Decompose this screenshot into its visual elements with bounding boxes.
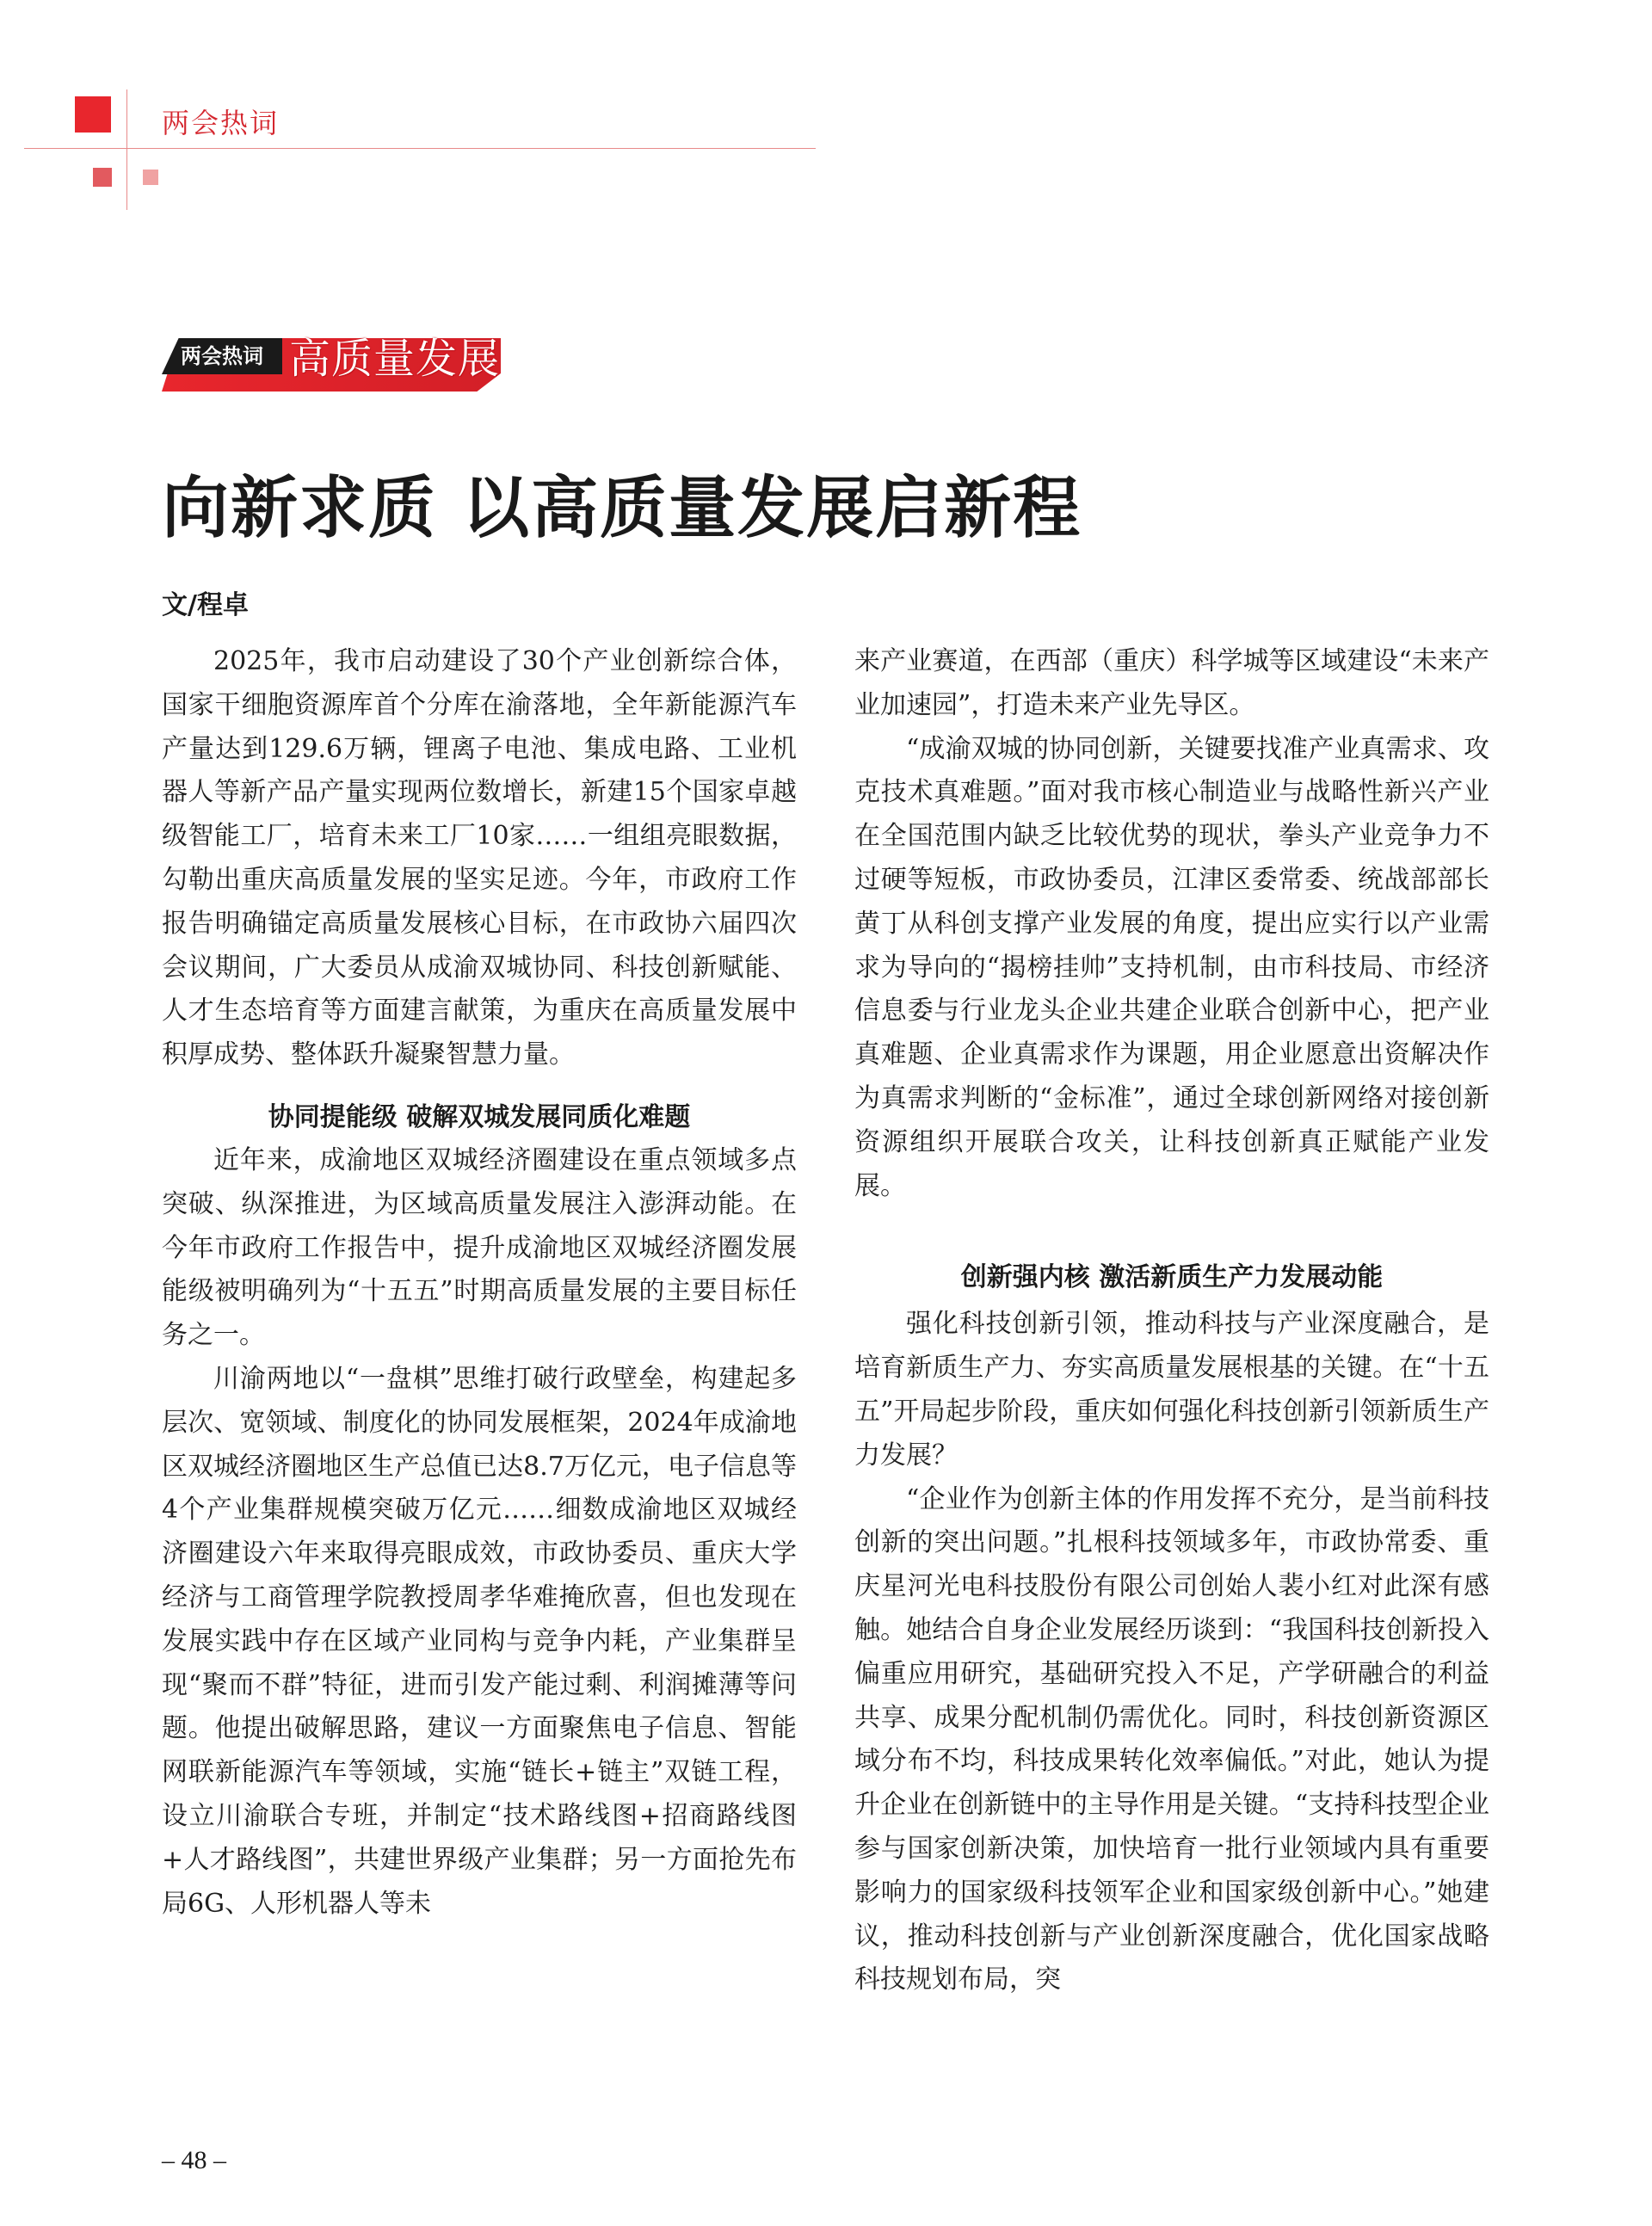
article-byline: 文/程卓 <box>162 590 249 620</box>
paragraph: “企业作为创新主体的作用发挥不充分，是当前科技创新的突出问题。”扎根科技领域多年，市政协常委、重庆星河光电科技股份有限公司创始人裴小红对此深有感触。她结合自身企业发展经历谈到：“我国科技创新投入偏重应用研究，基础研究投入不足，产学研融合的利益共享、成果分配机制仍需优化。同时，科技创新资源区域分布不均，科技成果转化效率偏低。”对此，她认为提升企业在创新链中的主导作用是关键。“支持科技型企业参与国家创新决策，加快培育一批行业领域内具有重要影响力的国家级科技领军企业和国家级创新中心。”她建议，推动科技创新与产业创新深度融合，优化国家战略科技规划布局，突 <box>854 1483 1489 1995</box>
header-small-square <box>93 168 112 187</box>
header-small-square-light <box>143 170 158 185</box>
section-heading: 协同提能级 破解双城发展同质化难题 <box>268 1101 691 1132</box>
paragraph: 近年来，成渝地区双城经济圈建设在重点领域多点突破、纵深推进，为区域高质量发展注入澎湃动能。在今年市政府工作报告中，提升成渝地区双城经济圈发展能级被明确列为“十五五”时期高质量发展的主要目标任务之一。 <box>162 1144 797 1351</box>
article-title: 向新求质 以高质量发展启新程 <box>162 470 1082 547</box>
paragraph: 2025年，我市启动建设了30个产业创新综合体，国家干细胞资源库首个分库在渝落地，全年新能源汽车产量达到129.6万辆，锂离子电池、集成电路、工业机器人等新产品产量实现两位数增长，新建15个国家卓越级智能工厂，培育未来工厂10家……一组组亮眼数据，勾勒出重庆高质量发展的坚实足迹。今年，市政府工作报告明确锚定高质量发展核心目标，在市政协六届四次会议期间，广大委员从成渝双城协同、科技创新赋能、人才生态培育等方面建言献策，为重庆在高质量发展中积厚成势、整体跃升凝聚智慧力量。 <box>162 646 797 1070</box>
article-column-right <box>854 640 1489 2002</box>
paragraph: “成渝双城的协同创新，关键要找准产业真需求、攻克技术真难题。”面对我市核心制造业与战略性新兴产业在全国范围内缺乏比较优势的现状，拳头产业竞争力不过硬等短板，市政协委员，江津区委常委、统战部部长黄丁从科创支撑产业发展的角度，提出应实行以产业需求为导向的“揭榜挂帅”支持机制，由市科技局、市经济信息委与行业龙头企业共建企业联合创新中心，把产业真难题、企业真需求作为课题，用企业愿意出资解决作为真需求判断的“金标准”，通过全球创新网络对接创新资源组织开展联合攻关，让科技创新真正赋能产业发展。 <box>854 733 1489 1201</box>
paragraph: 强化科技创新引领，推动科技与产业深度融合，是培育新质生产力、夯实高质量发展根基的关键。在“十五五”开局起步阶段，重庆如何强化科技创新引领新质生产力发展？ <box>854 1309 1489 1471</box>
section-heading: 创新强内核 激活新质生产力发展动能 <box>960 1262 1384 1293</box>
header-rule-vertical <box>126 89 127 210</box>
topic-banner-label: 两会热词 <box>181 344 263 368</box>
header-rule-horizontal <box>24 148 816 149</box>
section-header-title: 两会热词 <box>162 107 280 139</box>
topic-banner-keyword: 高质量发展 <box>289 335 501 383</box>
paragraph-continued: 来产业赛道，在西部（重庆）科学城等区域建设“未来产业加速园”，打造未来产业先导区。 <box>854 646 1489 720</box>
article-column-left <box>162 640 797 1926</box>
paragraph: 川渝两地以“一盘棋”思维打破行政壁垒，构建起多层次、宽领域、制度化的协同发展框架，2024年成渝地区双城经济圈地区生产总值已达8.7万亿元，电子信息等4个产业集群规模突破万亿元……细数成渝地区双城经济圈建设六年来取得亮眼成效，市政协委员、重庆大学经济与工商管理学院教授周孝华难掩欣喜，但也发现在发展实践中存在区域产业同构与竞争内耗，产业集群呈现“聚而不群”特征，进而引发产能过剩、利润摊薄等问题。他提出破解思路，建议一方面聚焦电子信息、智能网联新能源汽车等领域，实施“链长+链主”双链工程，设立川渝联合专班，并制定“技术路线图+招商路线图+人才路线图”，共建世界级产业集群；另一方面抢先布局6G、人形机器人等未 <box>162 1363 797 1919</box>
page-number: – 48 – <box>162 2146 226 2174</box>
header-red-square <box>75 96 111 133</box>
